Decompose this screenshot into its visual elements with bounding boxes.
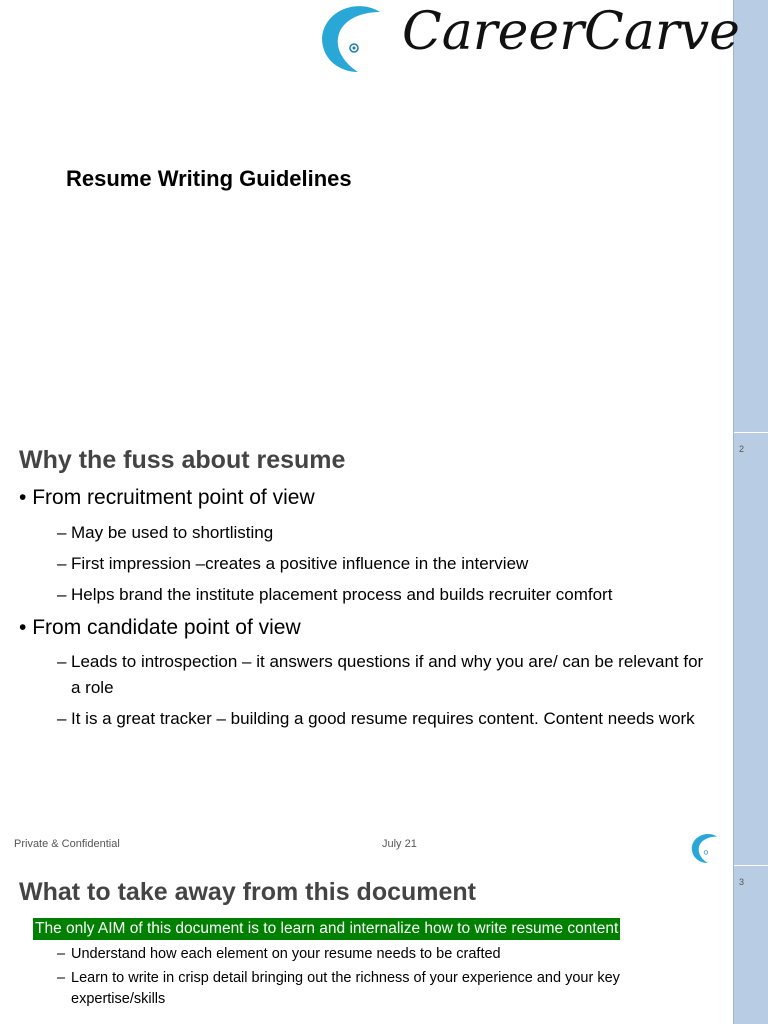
bullet-point: • From recruitment point of view (19, 486, 315, 509)
sub-bullet: – It is a great tracker – building a good resume requires content. Content needs work (57, 706, 707, 732)
sub-bullet-text: May be used to shortlisting (71, 523, 274, 542)
sub-bullet: – May be used to shortlisting (57, 520, 717, 546)
aim-highlight: The only AIM of this document is to learn and internalize how to write resume content (33, 918, 620, 940)
slide-heading: What to take away from this document (19, 878, 477, 906)
sub-bullet: – Understand how each element on your resume needs to be crafted (57, 944, 697, 965)
sub-bullet-text: First impression –creates a positive influence in the interview (71, 554, 529, 573)
bullet-text: From recruitment point of view (32, 486, 315, 509)
sub-bullet-text: Helps brand the institute placement process and builds recruiter comfort (71, 585, 613, 604)
slide-sidebar[interactable] (733, 0, 768, 1024)
sub-bullet: – Helps brand the institute placement process and builds recruiter comfort (57, 582, 717, 608)
slide-divider (734, 432, 768, 433)
slide-divider (734, 865, 768, 866)
footer-date: July 21 (382, 838, 417, 850)
sub-bullet-text: Leads to introspection – it answers questions if and why you are/ can be relevant for a role (71, 652, 704, 697)
sub-bullet-text: Understand how each element on your resume needs to be crafted (71, 946, 501, 962)
careercarve-logo-icon (690, 832, 720, 864)
slide-heading: Why the fuss about resume (19, 446, 346, 474)
logo-wordmark: CareerCarve (402, 2, 740, 62)
slide-number: 2 (739, 444, 745, 454)
careercarve-logo-icon (318, 2, 386, 74)
sub-bullet: – Learn to write in crisp detail bringing out the richness of your experience and your key expertise/skills (57, 968, 697, 1010)
sub-bullet: – First impression –creates a positive influence in the interview (57, 551, 717, 577)
careercarve-logo (318, 2, 740, 74)
slide-number: 3 (739, 877, 745, 887)
bullet-text: From candidate point of view (32, 616, 301, 639)
footer-confidential: Private & Confidential (14, 838, 120, 850)
bullet-point: • From candidate point of view (19, 616, 301, 639)
sub-bullet-text: It is a great tracker – building a good resume requires content. Content needs work (71, 709, 695, 728)
sub-bullet-text: Learn to write in crisp detail bringing out the richness of your experience and your key expertise/skills (71, 970, 620, 1007)
sub-bullet: – Leads to introspection – it answers questions if and why you are/ can be relevant for a role (57, 649, 707, 701)
document-title: Resume Writing Guidelines (66, 166, 352, 191)
